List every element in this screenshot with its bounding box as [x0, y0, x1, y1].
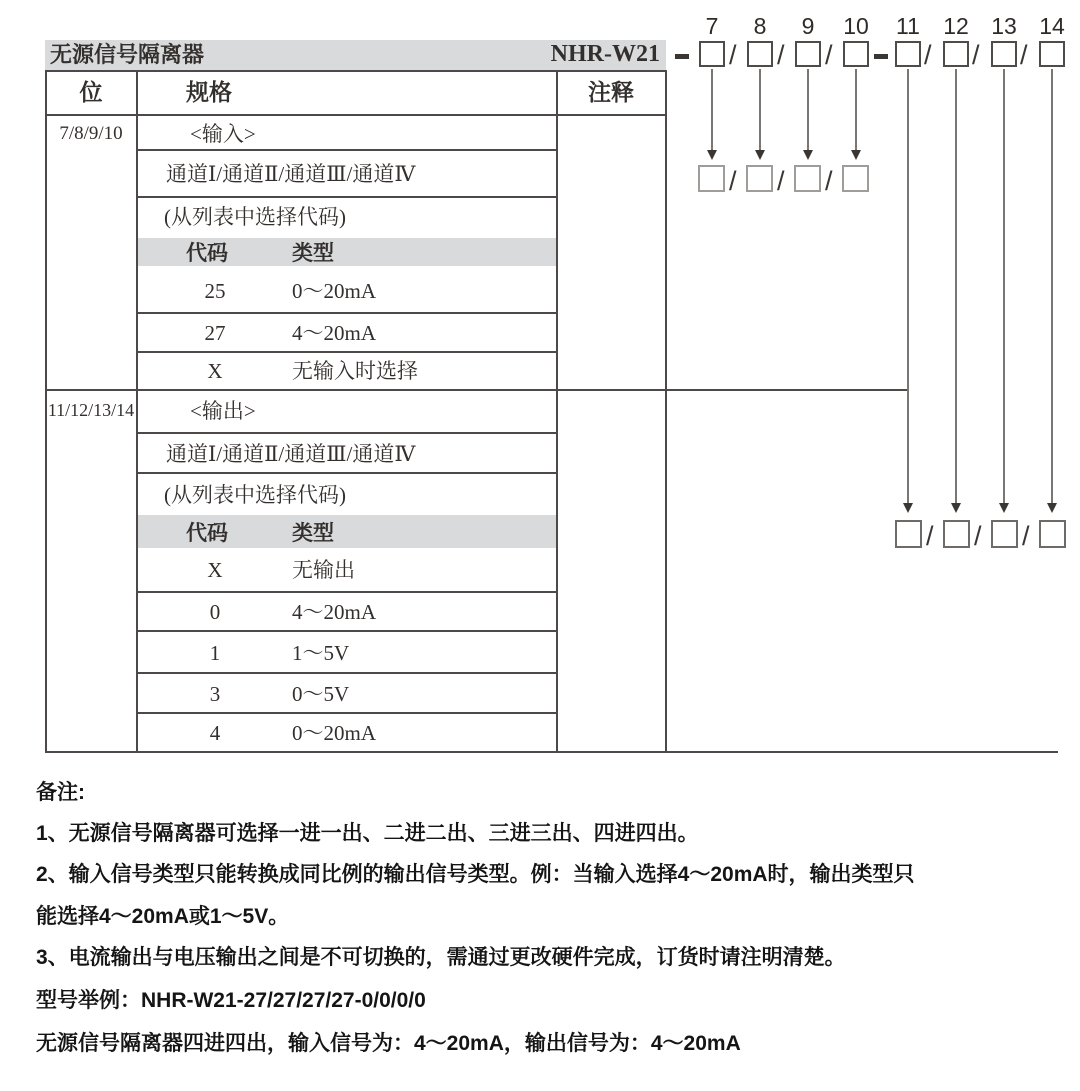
arrow-down-icon [999, 503, 1009, 513]
header-note: 注释 [588, 80, 634, 105]
code-box-8 [747, 41, 773, 67]
slash-separator: / [777, 40, 785, 70]
input-target-box [794, 165, 821, 192]
grid-line-row [136, 472, 558, 474]
output-target-box [991, 520, 1018, 548]
output-type: 4～20mA [292, 600, 376, 624]
arrow-down-icon [707, 150, 717, 160]
input-hint: (从列表中选择代码) [164, 205, 346, 229]
header-spec: 规格 [186, 80, 232, 105]
slash-separator: / [972, 40, 980, 70]
output-code: 1 [209, 641, 221, 665]
leader-line [855, 69, 857, 151]
dash-separator [675, 54, 689, 59]
digit-label-8: 8 [753, 13, 767, 39]
leader-line [711, 69, 713, 151]
input-type: 4～20mA [292, 321, 376, 345]
input-type: 0～20mA [292, 279, 376, 303]
arrow-down-icon [903, 503, 913, 513]
grid-line-title-bottom [45, 70, 667, 72]
model-number: NHR-W21 [550, 41, 660, 67]
leader-line [1051, 69, 1053, 504]
header-position: 位 [79, 80, 103, 105]
note-line-1: 1、无源信号隔离器可选择一进一出、二进二出、三进三出、四进四出。 [36, 822, 699, 845]
output-code: 4 [209, 721, 221, 745]
input-code: 27 [204, 321, 226, 345]
digit-label-9: 9 [801, 13, 815, 39]
arrow-down-icon [1047, 503, 1057, 513]
grid-line-bottom [45, 751, 1058, 753]
arrow-down-icon [851, 150, 861, 160]
output-type: 0～20mA [292, 721, 376, 745]
grid-line-row [136, 149, 558, 151]
leader-line [807, 69, 809, 151]
input-target-box [746, 165, 773, 192]
grid-line-header-bottom [45, 114, 667, 116]
output-code: 3 [209, 682, 221, 706]
grid-line-row [136, 712, 558, 714]
output-channels: 通道Ⅰ/通道Ⅱ/通道Ⅲ/通道Ⅳ [166, 442, 416, 466]
arrow-down-icon [803, 150, 813, 160]
output-hint: (从列表中选择代码) [164, 483, 346, 507]
code-box-13 [991, 41, 1017, 67]
output-type-col-header: 类型 [292, 521, 334, 545]
slash-separator: / [825, 166, 833, 196]
grid-line-row [136, 312, 558, 314]
output-code: X [207, 558, 223, 582]
grid-line-row [136, 196, 558, 198]
digit-label-10: 10 [843, 13, 869, 39]
slash-separator: / [1022, 521, 1030, 551]
leader-line [907, 69, 909, 504]
digit-label-13: 13 [991, 13, 1017, 39]
input-spec-title: <输入> [190, 122, 256, 146]
code-box-14 [1039, 41, 1065, 67]
grid-line-row [136, 351, 558, 353]
digit-label-11: 11 [896, 13, 920, 39]
code-box-11 [895, 41, 921, 67]
input-type: 无输入时选择 [292, 359, 418, 383]
code-box-12 [943, 41, 969, 67]
slash-separator: / [924, 40, 932, 70]
input-type-col-header: 类型 [292, 241, 334, 265]
output-type: 0～5V [292, 682, 350, 706]
leader-line [955, 69, 957, 504]
slash-separator: / [777, 166, 785, 196]
grid-line-spec-col [556, 70, 558, 753]
input-code-col-header: 代码 [186, 241, 228, 265]
output-type: 无输出 [292, 558, 355, 582]
code-box-10 [843, 41, 869, 67]
slash-separator: / [825, 40, 833, 70]
note-line-2: 2、输入信号类型只能转换成同比例的输出信号类型。例：当输入选择4～20mA时，输出类型只 [36, 863, 915, 886]
product-title: 无源信号隔离器 [50, 42, 205, 67]
slash-separator: / [926, 521, 934, 551]
dash-separator [874, 54, 888, 59]
output-spec-title: <输出> [190, 399, 256, 423]
grid-line-row [136, 591, 558, 593]
slash-separator: / [729, 40, 737, 70]
code-box-7 [699, 41, 725, 67]
code-box-9 [795, 41, 821, 67]
input-target-box [842, 165, 869, 192]
slash-separator: / [1020, 40, 1028, 70]
output-target-box [943, 520, 970, 548]
arrow-down-icon [755, 150, 765, 160]
input-code: 25 [204, 279, 226, 303]
slash-separator: / [974, 521, 982, 551]
input-target-box [698, 165, 725, 192]
note-model-example: 型号举例：NHR-W21-27/27/27/27-0/0/0/0 [36, 989, 426, 1012]
grid-line-section-divider [45, 389, 908, 391]
leader-line [1003, 69, 1005, 504]
arrow-down-icon [951, 503, 961, 513]
grid-line-row [136, 672, 558, 674]
digit-label-14: 14 [1039, 13, 1065, 39]
notes-label: 备注: [36, 781, 85, 804]
section-input-position: 7/8/9/10 [59, 123, 123, 144]
note-line-2-cont: 能选择4～20mA或1～5V。 [36, 905, 290, 928]
output-code: 0 [209, 600, 221, 624]
leader-line [759, 69, 761, 151]
digit-label-12: 12 [943, 13, 969, 39]
digit-label-7: 7 [705, 13, 719, 39]
input-channels: 通道Ⅰ/通道Ⅱ/通道Ⅲ/通道Ⅳ [166, 162, 416, 186]
output-target-box [895, 520, 922, 548]
grid-line-row [136, 630, 558, 632]
output-code-col-header: 代码 [186, 521, 228, 545]
grid-line-row [136, 432, 558, 434]
output-type: 1～5V [292, 641, 350, 665]
note-example-description: 无源信号隔离器四进四出，输入信号为：4～20mA，输出信号为：4～20mA [36, 1032, 741, 1055]
grid-line-note-col [665, 70, 667, 753]
output-target-box [1039, 520, 1066, 548]
slash-separator: / [729, 166, 737, 196]
section-output-position: 11/12/13/14 [47, 400, 135, 420]
input-code: X [207, 359, 223, 383]
note-line-3: 3、电流输出与电压输出之间是不可切换的，需通过更改硬件完成，订货时请注明清楚。 [36, 946, 846, 969]
